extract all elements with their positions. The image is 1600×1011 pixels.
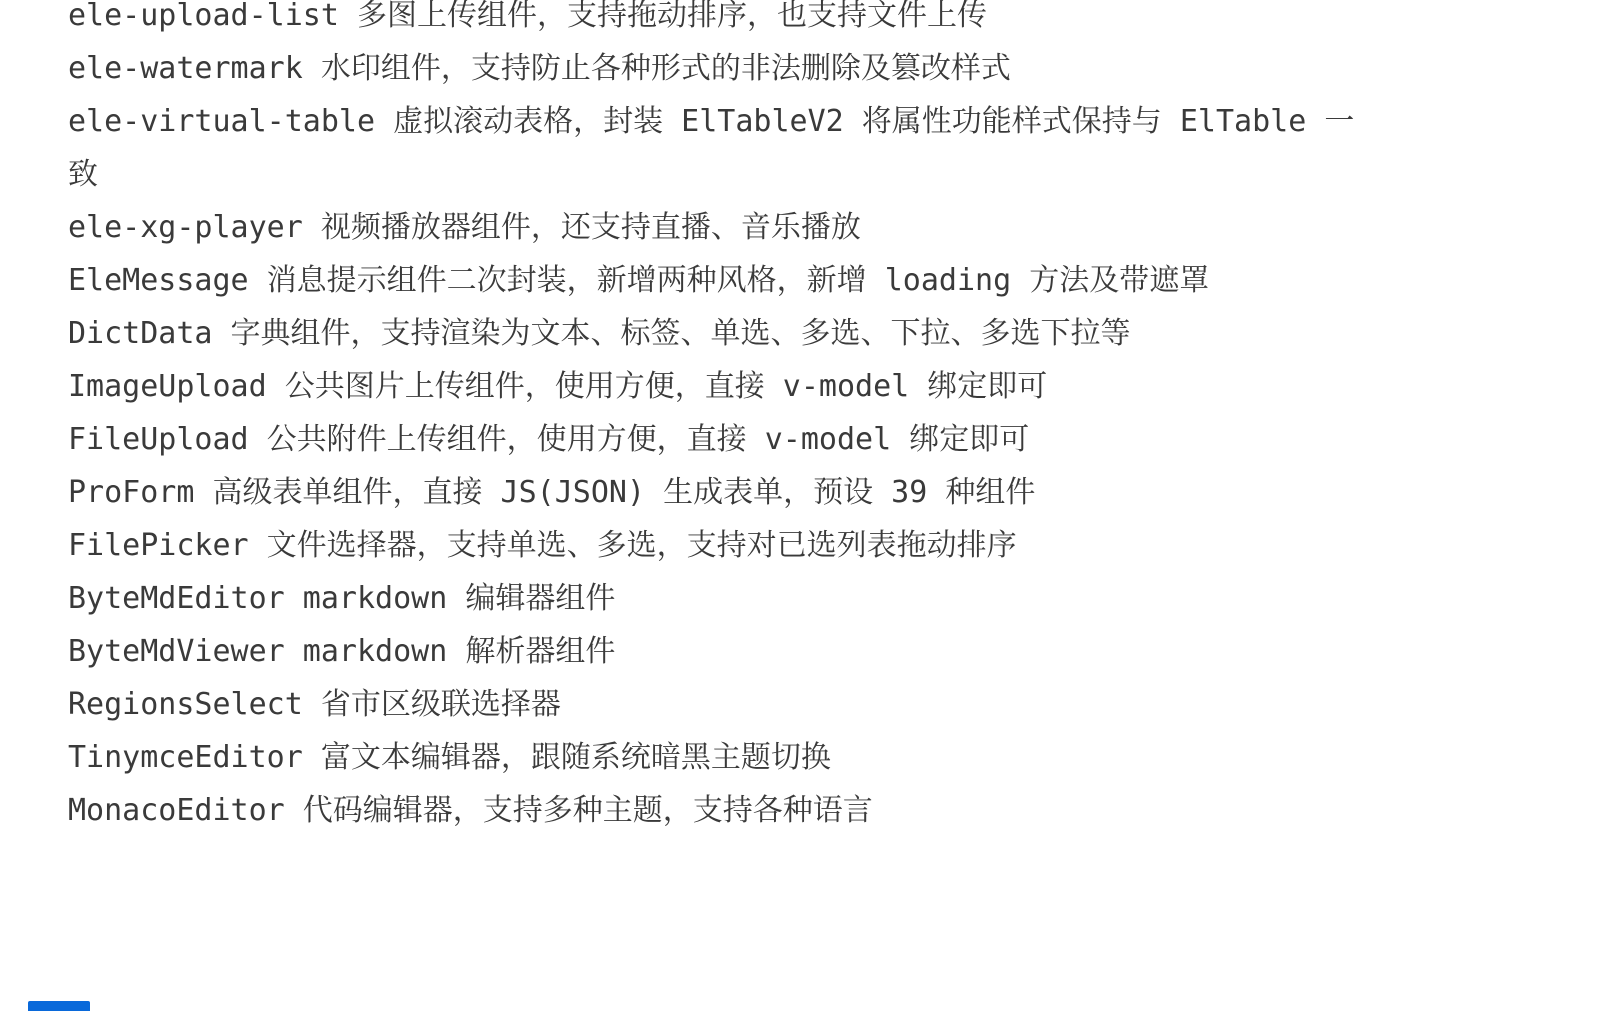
component-list-item: TinymceEditor 富文本编辑器，跟随系统暗黑主题切换: [68, 740, 831, 775]
component-list-item: ImageUpload 公共图片上传组件，使用方便，直接 v-model 绑定即可: [68, 369, 1048, 404]
component-list-item: [68, 95, 1480, 201]
component-list-item: ele-upload-list 多图上传组件，支持拖动排序，也支持文件上传: [68, 0, 987, 33]
component-list-item: ele-xg-player 视频播放器组件，还支持直播、音乐播放: [68, 210, 861, 245]
component-list-item-line: ele-virtual-table 虚拟滚动表格，封装 ElTableV2 将属性功能样式保持与 ElTable 一: [68, 104, 1355, 139]
component-list-item: FileUpload 公共附件上传组件，使用方便，直接 v-model 绑定即可: [68, 422, 1030, 457]
component-list-item: ProForm 高级表单组件，直接 JS(JSON) 生成表单，预设 39 种组件: [68, 475, 1036, 510]
clipped-link-fragment[interactable]: [28, 1001, 90, 1011]
component-list-item-line: 致: [68, 157, 98, 192]
component-list-item: MonacoEditor 代码编辑器，支持多种主题，支持各种语言: [68, 793, 873, 828]
component-list-item: EleMessage 消息提示组件二次封装，新增两种风格，新增 loading 方法及带遮罩: [68, 263, 1210, 298]
component-list-item: DictData 字典组件，支持渲染为文本、标签、单选、多选、下拉、多选下拉等: [68, 316, 1131, 351]
component-list-item: ByteMdViewer markdown 解析器组件: [68, 634, 616, 669]
component-list-item: ele-watermark 水印组件，支持防止各种形式的非法删除及篡改样式: [68, 51, 1011, 86]
component-list-item: FilePicker 文件选择器，支持单选、多选，支持对已选列表拖动排序: [68, 528, 1017, 563]
component-list-item: ByteMdEditor markdown 编辑器组件: [68, 581, 616, 616]
component-list-item: RegionsSelect 省市区级联选择器: [68, 687, 561, 722]
